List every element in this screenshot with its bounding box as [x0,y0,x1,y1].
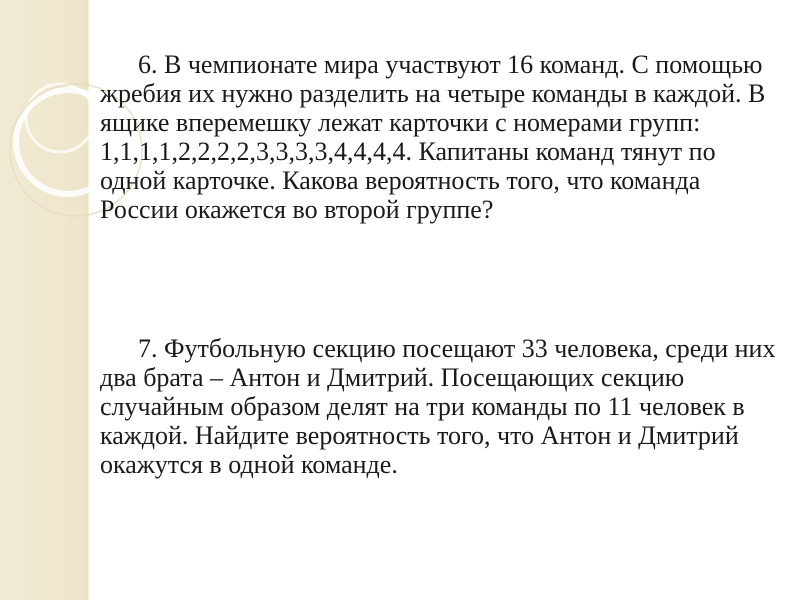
side-band-edge [86,0,89,600]
problem-6-body: 6. В чемпионате мира участвуют 16 команд. С помощью жребия их нужно разделить на четыре команды в каждой. В ящике вперемешку лежат карточки с номерами групп: 1,1,1,1,2,2,2,2,3,3,3,3,4,4,4,4. Капитаны команд тянут по одной карточке. Какова вероятность того, что команда России окажется во второй группе? [100,50,766,224]
problem-7-body: 7. Футбольную секцию посещают 33 человека, среди них два брата – Антон и Дмитрий. Посещающих секцию случайным образом делят на три команды по 11 человек в каждой. Найдите вероятность того, что Антон и Дмитрий окажутся в одной команде. [100,334,776,479]
side-decoration-band [0,0,88,600]
problem-6-text [100,50,780,224]
problem-7-text [100,334,780,479]
